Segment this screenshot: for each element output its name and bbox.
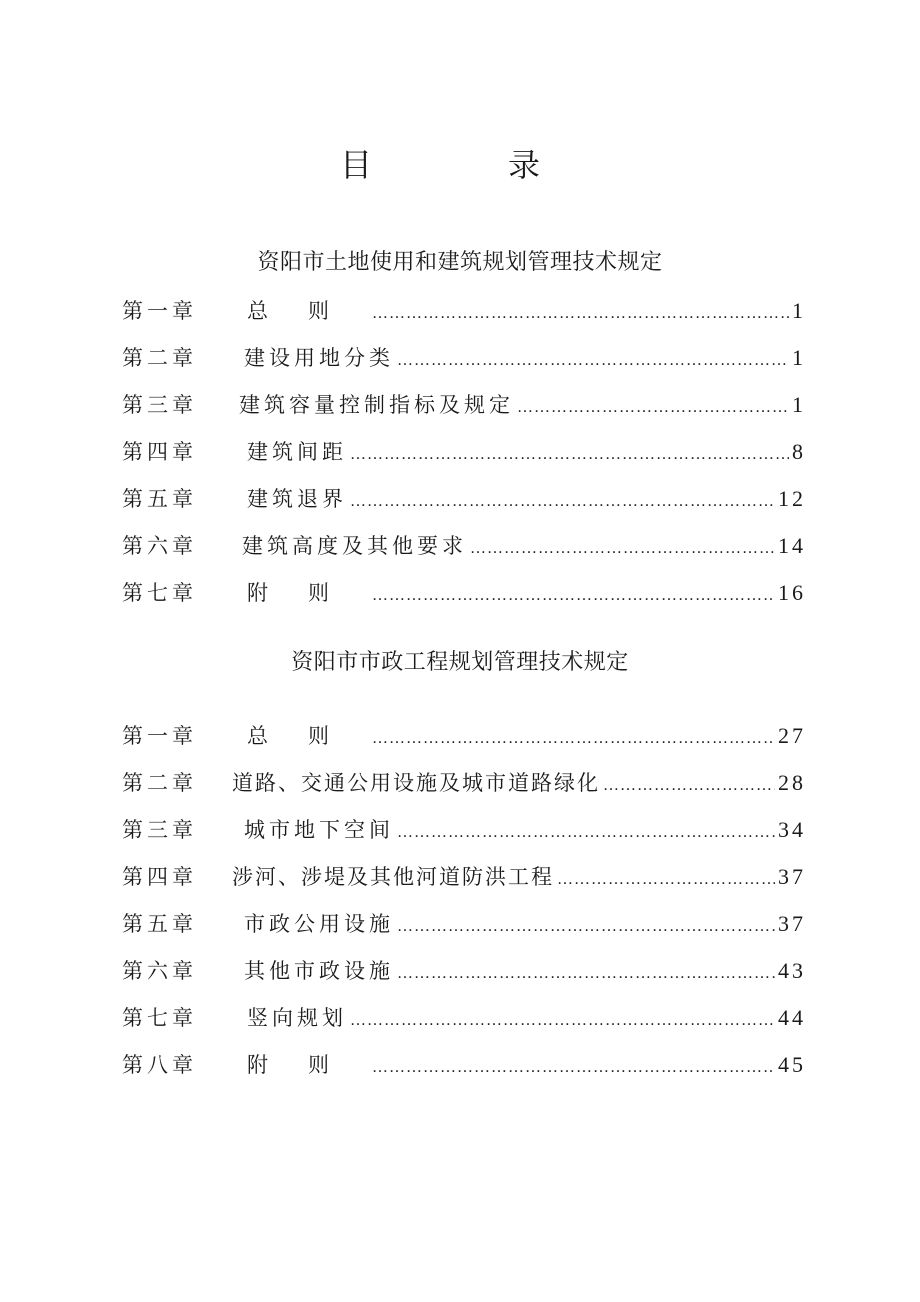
dot-leader — [372, 295, 789, 333]
chapter-number: 第一章 — [122, 724, 197, 748]
page-number: 34 — [778, 817, 806, 842]
chapter-number: 第四章 — [122, 865, 197, 889]
page-number: 1 — [792, 298, 806, 323]
toc-entry[interactable] — [122, 292, 806, 339]
toc-entry[interactable] — [122, 527, 806, 574]
chapter-title: 道路、交通公用设施及城市道路绿化 — [232, 771, 600, 795]
chapter-number: 第三章 — [122, 393, 197, 417]
title-char-1: 目 — [340, 146, 373, 184]
chapter-title: 涉河、涉堤及其他河道防洪工程 — [232, 865, 554, 889]
chapter-title: 城市地下空间 — [244, 818, 394, 842]
dot-leader — [350, 483, 775, 521]
chapter-number: 第七章 — [122, 581, 197, 605]
dot-leader — [397, 955, 775, 993]
dot-leader — [397, 908, 775, 946]
chapter-title: 其他市政设施 — [244, 959, 394, 983]
title-char-2: 录 — [508, 146, 541, 184]
chapter-title: 建设用地分类 — [244, 346, 394, 370]
toc-entry[interactable] — [122, 574, 806, 621]
chapter-number: 第三章 — [122, 818, 197, 842]
chapter-title: 附则 — [247, 581, 369, 605]
toc-list-municipal — [122, 717, 806, 1093]
page-number: 8 — [792, 439, 806, 464]
dot-leader — [557, 861, 775, 899]
dot-leader — [350, 1002, 775, 1040]
chapter-number: 第五章 — [122, 912, 197, 936]
page-number: 37 — [778, 911, 806, 936]
page-number: 45 — [778, 1052, 806, 1077]
dot-leader — [470, 530, 775, 568]
chapter-number: 第四章 — [122, 440, 197, 464]
chapter-title: 附则 — [247, 1053, 369, 1077]
dot-leader — [372, 1049, 775, 1087]
chapter-title: 总则 — [247, 299, 369, 323]
chapter-title: 建筑高度及其他要求 — [242, 534, 467, 558]
chapter-title: 建筑退界 — [247, 487, 347, 511]
toc-entry[interactable] — [122, 717, 806, 764]
toc-entry[interactable] — [122, 433, 806, 480]
toc-entry[interactable] — [122, 1046, 806, 1093]
toc-entry[interactable] — [122, 386, 806, 433]
toc-entry[interactable] — [122, 811, 806, 858]
page-number: 1 — [792, 345, 806, 370]
page-title — [0, 140, 920, 190]
dot-leader — [372, 720, 775, 758]
chapter-number: 第二章 — [122, 771, 197, 795]
dot-leader — [397, 342, 789, 380]
toc-entry[interactable] — [122, 339, 806, 386]
chapter-title: 总则 — [247, 724, 369, 748]
chapter-number: 第八章 — [122, 1053, 197, 1077]
chapter-number: 第七章 — [122, 1006, 197, 1030]
toc-entry[interactable] — [122, 999, 806, 1046]
toc-entry[interactable] — [122, 858, 806, 905]
dot-leader — [603, 767, 775, 805]
page-number: 37 — [778, 864, 806, 889]
toc-entry[interactable] — [122, 764, 806, 811]
chapter-number: 第一章 — [122, 299, 197, 323]
dot-leader — [397, 814, 775, 852]
page-number: 43 — [778, 958, 806, 983]
page-number: 14 — [778, 533, 806, 558]
chapter-number: 第五章 — [122, 487, 197, 511]
dot-leader — [372, 577, 775, 615]
chapter-number: 第六章 — [122, 534, 197, 558]
toc-entry[interactable] — [122, 480, 806, 527]
chapter-title: 市政公用设施 — [244, 912, 394, 936]
chapter-number: 第二章 — [122, 346, 197, 370]
chapter-title: 竖向规划 — [247, 1006, 347, 1030]
toc-list-land-use — [122, 292, 806, 621]
page-number: 12 — [778, 486, 806, 511]
section-heading-land-use: 资阳市土地使用和建筑规划管理技术规定 — [257, 250, 663, 275]
page-number: 28 — [778, 770, 806, 795]
section-heading-municipal: 资阳市市政工程规划管理技术规定 — [291, 650, 629, 675]
page-number: 16 — [778, 580, 806, 605]
page-number: 27 — [778, 723, 806, 748]
chapter-number: 第六章 — [122, 959, 197, 983]
page-number: 1 — [792, 392, 806, 417]
chapter-title: 建筑容量控制指标及规定 — [239, 393, 514, 417]
dot-leader — [517, 389, 789, 427]
toc-entry[interactable] — [122, 905, 806, 952]
toc-entry[interactable] — [122, 952, 806, 999]
dot-leader — [350, 436, 789, 474]
chapter-title: 建筑间距 — [247, 440, 347, 464]
page-number: 44 — [778, 1005, 806, 1030]
